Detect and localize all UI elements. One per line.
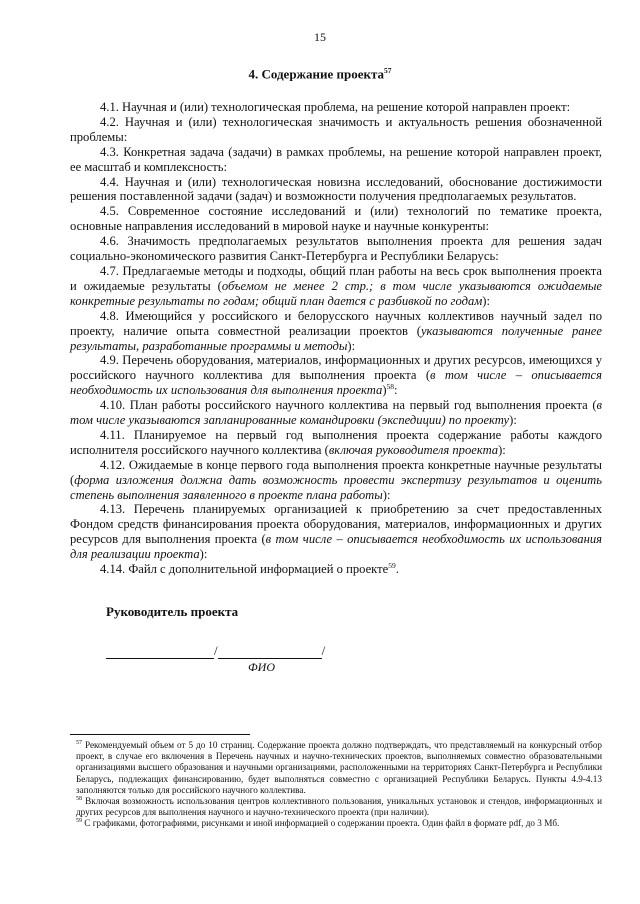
page-number: 15 [314, 30, 326, 44]
signature-blank [106, 644, 214, 659]
signature-line: / / [106, 643, 325, 659]
list-item: 4.10. План работы российского научного коллектива на первый год выполнения проекта (в том числе указываются запланированные командировки (экспедиции) по проекту): [70, 398, 602, 428]
list-item: 4.8. Имеющийся у российского и белорусского научных коллективов научный задел по проекту, наличие опыта совместной реализации проектов (указываются полученные ранее результаты, разработанные программы и методы): [70, 308, 602, 353]
footnote-ref: 57 [384, 66, 392, 75]
list-item: 4.6. Значимость предполагаемых результатов выполнения проекта для решения задач социально-экономического развития Санкт-Петербурга и Республики Беларусь: [70, 234, 602, 264]
list-item: 4.14. Файл с дополнительной информацией о проекте$^{59}$. [100, 560, 399, 577]
section-title-text: 4. Содержание проекта [248, 66, 385, 82]
list-item: 4.12. Ожидаемые в конце первого года выполнения проекта конкретные научные результаты (форма изложения должна дать возможность провести экспертизу результатов и оценить степень выполнения заявленного в проекте плана работы): [70, 457, 602, 502]
footnote-ref: 58 [386, 382, 395, 392]
footnote: $^{59}$ С графиками, фотографиями, рисунками и иной информацией о содержании проекта. Один файл в формате pdf, до 3 Мб. [76, 818, 560, 829]
list-item: 4.2. Научная и (или) технологическая значимость и актуальность решения обозначенной проблемы: [70, 114, 602, 144]
section-body [70, 100, 602, 577]
footnote: $^{57}$ Рекомендуемый объем от 5 до 10 страниц. Содержание проекта должно подтверждать, что представляемый на конкурсный отбор проект, в случае его включения в Перечень научных и научно-технических проектов, выполняемых совместно образовательными организациями высшего образования и научными организациями, расположенными на территориях Санкт-Петербурга и Республики Беларусь, подлежащих финансированию, будет выполняться совместно с организацией Республики Беларусь. Пункты 4.9-4.13 заполняются только для российского научного коллектива. [76, 739, 603, 795]
name-caption: ФИО [248, 660, 275, 674]
footnote: $^{58}$ Включая возможность использования центров коллективного пользования, уникальных установок и стендов, информационных и других ресурсов для выполнения научного и научно-технического проекта (при наличии). [76, 795, 602, 818]
list-item: 4.9. Перечень оборудования, материалов, информационных и других ресурсов, имеющихся у российского научного коллектива для выполнения проекта (в том числе – описывается необходимость их использования для выполнения проекта)$^{58}$: [70, 353, 603, 398]
project-head-title: Руководитель проекта [106, 604, 239, 619]
footnote-divider [70, 734, 250, 735]
list-item: 4.5. Современное состояние исследований и (или) технологий по тематике проекта, основные направления исследований в мировой науке и научные конкуренты: [70, 204, 602, 234]
footnote-ref: 59 [388, 560, 396, 570]
section-title [0, 66, 640, 82]
list-item: 4.11. Планируемое на первый год выполнения проекта содержание работы каждого исполнителя российского научного коллектива (включая руководителя проекта): [70, 427, 602, 457]
list-item: 4.3. Конкретная задача (задачи) в рамках проблемы, на решение которой направлен проект, ее масштаб и комплексность: [70, 144, 602, 174]
list-item: 4.7. Предлагаемые методы и подходы, общий план работы на весь срок выполнения проекта и ожидаемые результаты (объемом не менее 2 стр.; в том числе указываются ожидаемые конкретные результаты по годам; общий план дается с разбивкой по годам): [70, 263, 602, 308]
list-item: 4.4. Научная и (или) технологическая новизна исследований, обоснование достижимости решения поставленной задачи (задач) и возможности получения предполагаемых результатов. [70, 174, 602, 204]
list-item: 4.1. Научная и (или) технологическая проблема, на решение которой направлен проект: [100, 100, 571, 114]
list-item: 4.13. Перечень планируемых организацией к приобретению за счет предоставленных Фондом средств финансирования проекта оборудования, материалов, информационных и других ресурсов для выполнения проекта (в том числе – описывается необходимость их использования для реализации проекта): [70, 502, 603, 562]
footnotes [76, 740, 602, 830]
name-blank [218, 644, 322, 659]
